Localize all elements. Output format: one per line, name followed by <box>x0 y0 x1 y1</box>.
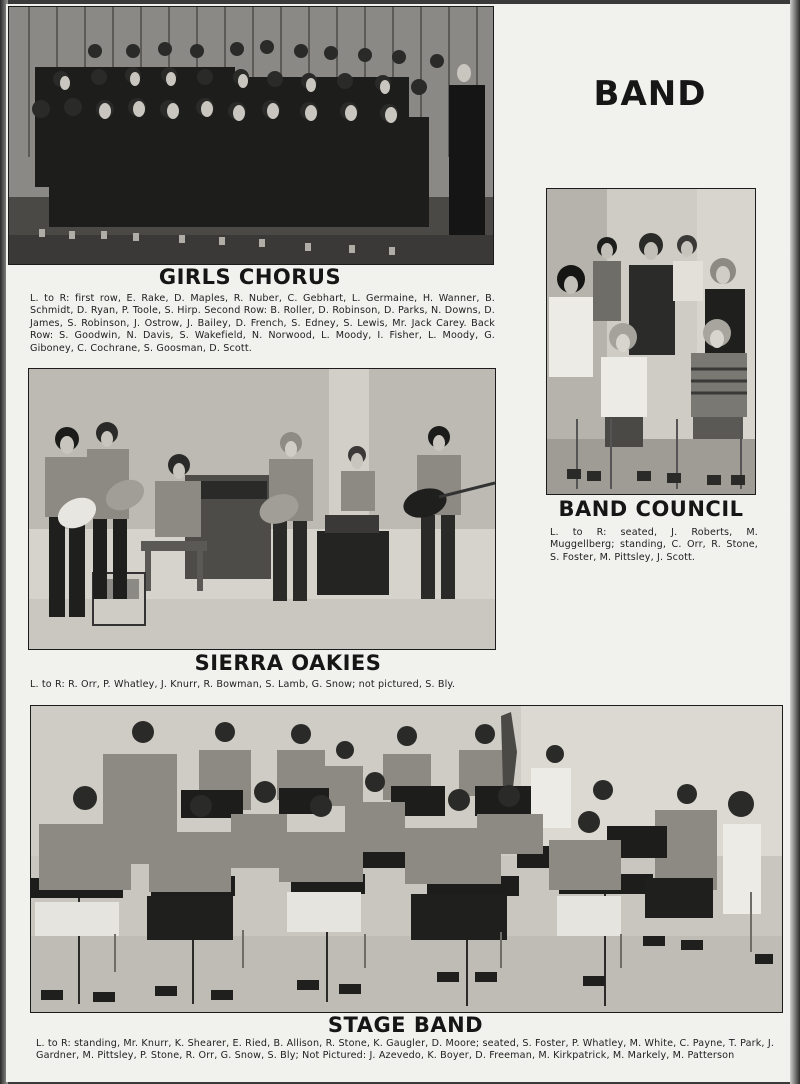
girls-chorus-title: GIRLS CHORUS <box>158 265 342 289</box>
band-council-photo <box>546 188 756 495</box>
girls-chorus-caption: L. to R: first row, E. Rake, D. Maples, R. Nuber, C. Gebhart, L. Germaine, H. Wanner, B. Schmidt, D. Ryan, P. Toole, S. Hirp. Second Row: B. Roller, D. Robinson, D. Parks, N. Downs, D. James, S. Robinson, J. Ostrow, J. Bailey, D. French, S. Edney, S. Lewis, Mr. Jack Carey. Back Row: S. Goodwin, N. Davis, S. Wakefield, N. Norwood, L. Moody, I. Fisher, L. Moody, G. Giboney, C. Cochrane, S. Goosman, D. Scott. <box>30 293 495 354</box>
page-edge <box>790 0 800 1084</box>
sierra-oakies-photo <box>28 368 496 650</box>
band-council-title: BAND COUNCIL <box>558 497 744 521</box>
sierra-oakies-title: SIERRA OAKIES <box>194 651 382 675</box>
stage-band-photo <box>30 705 783 1013</box>
band-council-caption: L. to R: seated, J. Roberts, M. Muggellberg; standing, C. Orr, R. Stone, S. Foster, M. Pittsley, J. Scott. <box>550 527 758 563</box>
stage-band-caption: L. to R: standing, Mr. Knurr, K. Shearer, E. Ried, B. Allison, R. Stone, K. Gaugler, D. Moore; seated, S. Foster, P. Whatley, M. White, C. Payne, T. Park, J. Gardner, M. Pittsley, P. Stone, R. Orr, G. Snow, S. Bly; Not Pictured: J. Azevedo, K. Boyer, D. Freeman, M. Kirkpatrick, M. Markely, M. Patterson <box>36 1038 775 1062</box>
band-heading: BAND <box>593 74 707 114</box>
stage-band-title: STAGE BAND <box>327 1013 484 1037</box>
girls-chorus-photo <box>8 6 494 265</box>
sierra-oakies-caption: L. to R: R. Orr, P. Whatley, J. Knurr, R. Bowman, S. Lamb, G. Snow; not pictured, S. Bly. <box>30 679 456 690</box>
